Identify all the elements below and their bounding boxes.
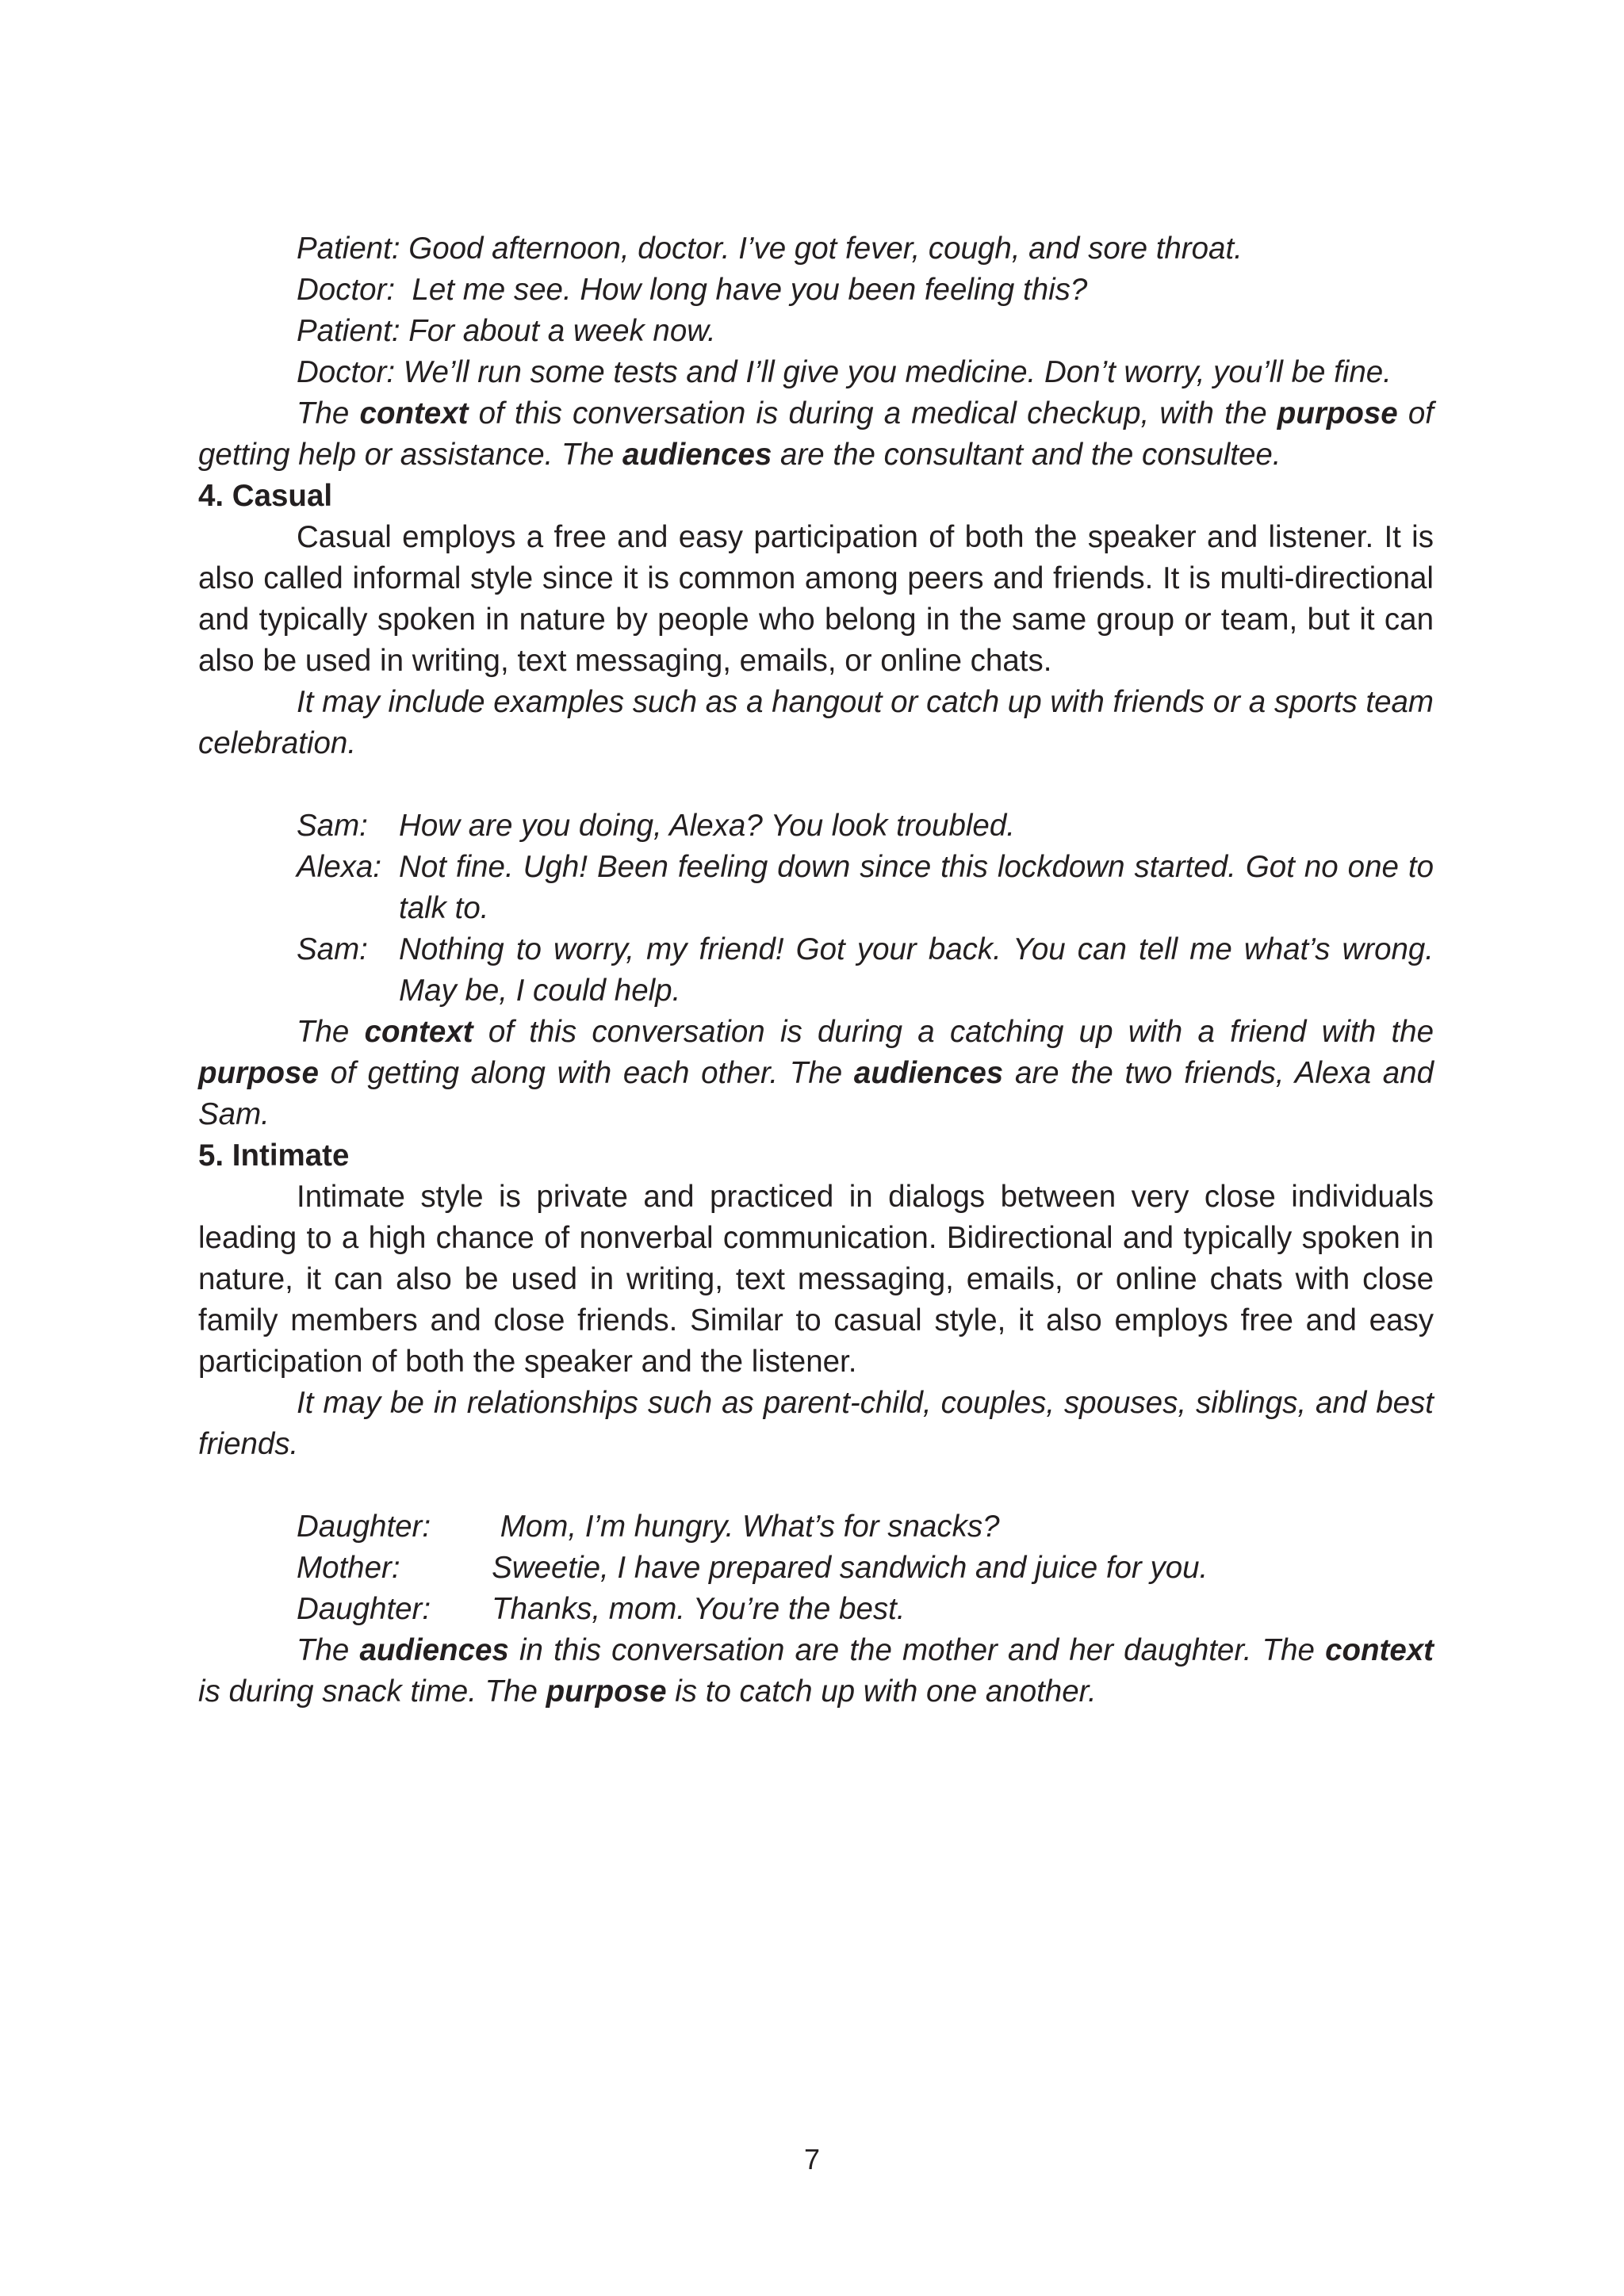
section-heading-intimate: 5. Intimate (198, 1138, 350, 1173)
section-body-intimate: Intimate style is private and practiced in dialogs between very close individuals leading to a high chance of nonverbal communication. Bidirectional and typically spoken in nature, it can also be used in writing, text messaging, emails, or online chats with close family members and close friends. Similar to casual style, it also employs free and easy participation of both the speaker and the listener. (198, 1180, 1434, 1379)
dialog-line (297, 806, 1434, 847)
keyword-context: context (1325, 1633, 1434, 1667)
dialog-line (297, 311, 1434, 352)
speaker-label: Patient: (297, 232, 400, 266)
speaker-label: Doctor: (297, 273, 396, 307)
speaker-label: Patient: (297, 314, 400, 348)
dialog-line (297, 929, 1434, 1012)
speaker-label: Daughter: (297, 1592, 431, 1626)
dialog-line (297, 270, 1434, 311)
dialog-line (297, 1589, 1434, 1630)
dialog-text: Not fine. Ugh! Been feeling down since this lockdown started. Got no one to talk to. (399, 850, 1434, 925)
dialog-text: Sweetie, I have prepared sandwich and juice for you. (492, 1551, 1208, 1585)
dialog-line (297, 228, 1434, 270)
analysis-paragraph-casual: The context of this conversation is during a catching up with a friend with the purpose of getting along with each other. The audiences are the two friends, Alexa and Sam. (198, 1015, 1434, 1131)
dialog-text: For about a week now. (408, 314, 716, 348)
dialog-text: We’ll run some tests and I’ll give you medicine. Don’t worry, you’ll be fine. (403, 355, 1392, 389)
speaker-label: Sam: (297, 932, 368, 966)
dialog-text: Let me see. How long have you been feeling this? (403, 273, 1088, 307)
keyword-purpose: purpose (546, 1674, 667, 1709)
speaker-label: Mother: (297, 1551, 400, 1585)
page-number: 7 (803, 2143, 821, 2175)
speaker-label: Alexa: (297, 850, 382, 884)
keyword-purpose: purpose (198, 1056, 319, 1090)
section-body-casual: Casual employs a free and easy participation of both the speaker and listener. It is also called informal style since it is common among peers and friends. It is multi-directional and typically spoken in nature by people who belong in the same group or team, but it can also be used in writing, text messaging, emails, or online chats. (198, 520, 1434, 678)
speaker-label: Sam: (297, 809, 368, 843)
section-example-casual: It may include examples such as a hangout or catch up with friends or a sports team celebration. (198, 685, 1434, 760)
dialog-casual (297, 806, 1434, 1012)
keyword-audiences: audiences (853, 1056, 1004, 1090)
dialog-text: How are you doing, Alexa? You look troubled. (399, 809, 1015, 843)
speaker-label: Daughter: (297, 1510, 431, 1544)
keyword-context: context (359, 396, 469, 430)
keyword-purpose: purpose (1277, 396, 1398, 430)
dialog-text: Mom, I’m hungry. What’s for snacks? (492, 1510, 1000, 1544)
keyword-audiences: audiences (622, 438, 772, 472)
keyword-context: context (364, 1015, 473, 1049)
dialog-line (297, 847, 1434, 929)
speaker-label: Doctor: (297, 355, 396, 389)
dialog-medical (198, 228, 1434, 393)
dialog-line (297, 1548, 1434, 1589)
analysis-paragraph-intimate: The audiences in this conversation are the mother and her daughter. The context is during snack time. The purpose is to catch up with one another. (198, 1633, 1434, 1709)
dialog-line (297, 352, 1434, 393)
dialog-intimate (297, 1506, 1434, 1630)
document-page (198, 228, 1434, 1712)
dialog-text: Nothing to worry, my friend! Got your back. You can tell me what’s wrong. May be, I could help. (399, 932, 1434, 1008)
section-heading-casual: 4. Casual (198, 479, 333, 513)
keyword-audiences: audiences (359, 1633, 509, 1667)
dialog-text: Thanks, mom. You’re the best. (492, 1592, 906, 1626)
dialog-text: Good afternoon, doctor. I’ve got fever, cough, and sore throat. (408, 232, 1243, 266)
section-example-intimate: It may be in relationships such as parent-child, couples, spouses, siblings, and best friends. (198, 1386, 1434, 1461)
analysis-paragraph-medical: The context of this conversation is during a medical checkup, with the purpose of getting help or assistance. The audiences are the consultant and the consultee. (198, 396, 1434, 472)
dialog-line (297, 1506, 1434, 1548)
